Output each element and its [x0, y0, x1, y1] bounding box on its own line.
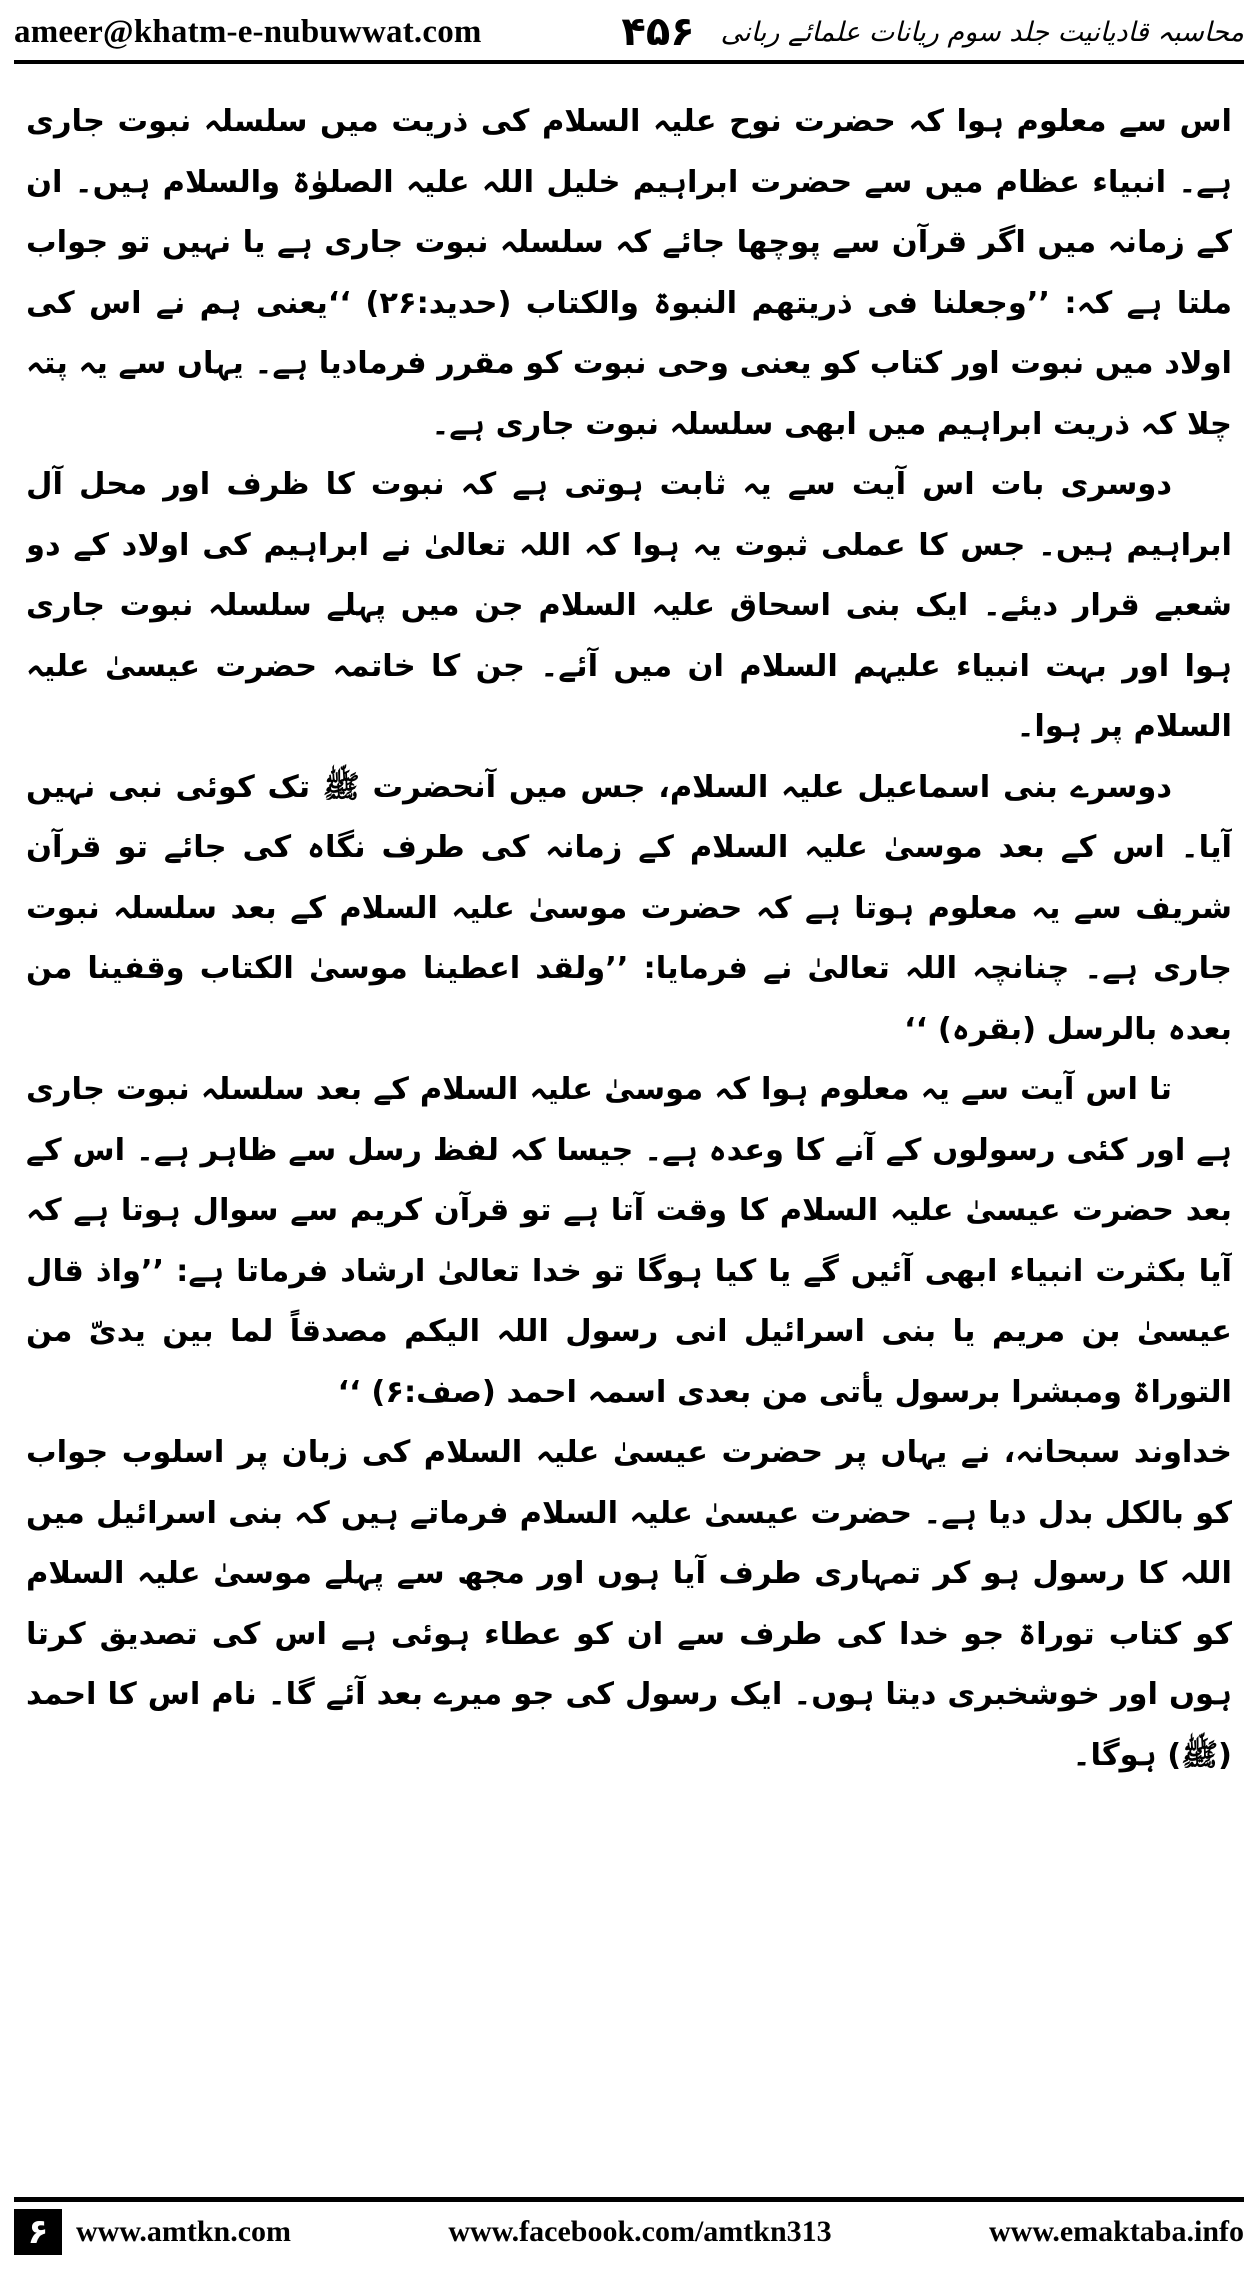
- paragraph-1: اس سے معلوم ہوا کہ حضرت نوح علیہ السلام کی ذریت میں سلسلہ نبوت جاری ہے۔ انبیاء عظام میں سے حضرت ابراہیم خلیل اللہ علیہ الصلوٰۃ والسلام ہیں۔ ان کے زمانہ میں اگر قرآن سے پوچھا جائے کہ سلسلہ نبوت جاری ہے یا نہیں تو جواب ملتا ہے کہ: ’’وجعلنا فی ذریتھم النبوۃ والکتاب (حدید:۲۶) ‘‘یعنی ہم نے اس کی اولاد میں نبوت اور کتاب کو یعنی وحی نبوت کو مقرر فرمادیا ہے۔ یہاں سے یہ پتہ چلا کہ ذریت ابراہیم میں ابھی سلسلہ نبوت جاری ہے۔: [26, 104, 1232, 442]
- footer-page-number: ۶: [14, 2209, 62, 2255]
- footer-link-facebook[interactable]: www.facebook.com/amtkn313: [448, 2214, 832, 2248]
- page-footer: [14, 2197, 1244, 2261]
- header-email[interactable]: ameer@khatm-e-nubuwwat.com: [14, 13, 482, 50]
- footer-links: [76, 2215, 1244, 2249]
- footer-link-amtkn[interactable]: www.amtkn.com: [76, 2214, 291, 2248]
- paragraph-4: تا اس آیت سے یہ معلوم ہوا کہ موسیٰ علیہ السلام کے بعد سلسلہ نبوت جاری ہے اور کئی رسولوں کے آنے کا وعدہ ہے۔ جیسا کہ لفظ رسل سے ظاہر ہے۔ اس کے بعد حضرت عیسیٰ علیہ السلام کا وقت آتا ہے تو قرآن کریم سے سوال ہوتا ہے کہ آیا بکثرت انبیاء ابھی آئیں گے یا کیا ہوگا تو خدا تعالیٰ ارشاد فرماتا ہے: ’’واذ قال عیسیٰ بن مریم یا بنی اسرائیل انی رسول اللہ الیکم مصدقاً لما بین یدیّ من التوراۃ ومبشرا برسول یأتی من بعدی اسمہ احمد (صف:۶) ‘‘: [26, 1072, 1232, 1410]
- header-right-group: [621, 9, 1244, 55]
- paragraph-5: خداوند سبحانہ، نے یہاں پر حضرت عیسیٰ علیہ السلام کی زبان پر اسلوب جواب کو بالکل بدل دیا ہے۔ حضرت عیسیٰ علیہ السلام فرماتے ہیں کہ بنی اسرائیل میں اللہ کا رسول ہو کر تمہاری طرف آیا ہوں اور مجھ سے پہلے موسیٰ علیہ السلام کو کتاب توراۃ جو خدا کی طرف سے ان کو عطاء ہوئی ہے اس کی تصدیق کرتا ہوں اور خوشخبری دیتا ہوں۔ ایک رسول کی جو میرے بعد آئے گا۔ نام اس کا احمد (ﷺ) ہوگا۔: [26, 1435, 1232, 1773]
- header-page-number: ۴۵۶: [621, 9, 695, 55]
- page-header: [14, 4, 1244, 64]
- paragraph-2: دوسری بات اس آیت سے یہ ثابت ہوتی ہے کہ نبوت کا ظرف اور محل آل ابراہیم ہیں۔ جس کا عملی ثبوت یہ ہوا کہ اللہ تعالیٰ نے ابراہیم کی اولاد کے دو شعبے قرار دیئے۔ ایک بنی اسحاق علیہ السلام جن میں پہلے سلسلہ نبوت جاری ہوا اور بہت انبیاء علیہم السلام ان میں آئے۔ جن کا خاتمہ حضرت عیسیٰ علیہ السلام پر ہوا۔: [26, 467, 1232, 744]
- footer-link-emaktaba[interactable]: www.emaktaba.info: [988, 2214, 1244, 2248]
- body-text: [26, 92, 1232, 2147]
- header-book-title: محاسبہ قادیانیت جلد سوم ریانات علمائے ربانی: [720, 16, 1244, 48]
- paragraph-3: دوسرے بنی اسماعیل علیہ السلام، جس میں آنحضرت ﷺ تک کوئی نبی نہیں آیا۔ اس کے بعد موسیٰ علیہ السلام کے زمانہ کی طرف نگاہ کی جائے تو قرآن شریف سے یہ معلوم ہوتا ہے کہ حضرت موسیٰ علیہ السلام کے بعد سلسلہ نبوت جاری ہے۔ چنانچہ اللہ تعالیٰ نے فرمایا: ’’ولقد اعطینا موسیٰ الکتاب وقفینا من بعدہ بالرسل (بقرہ) ‘‘: [26, 769, 1232, 1047]
